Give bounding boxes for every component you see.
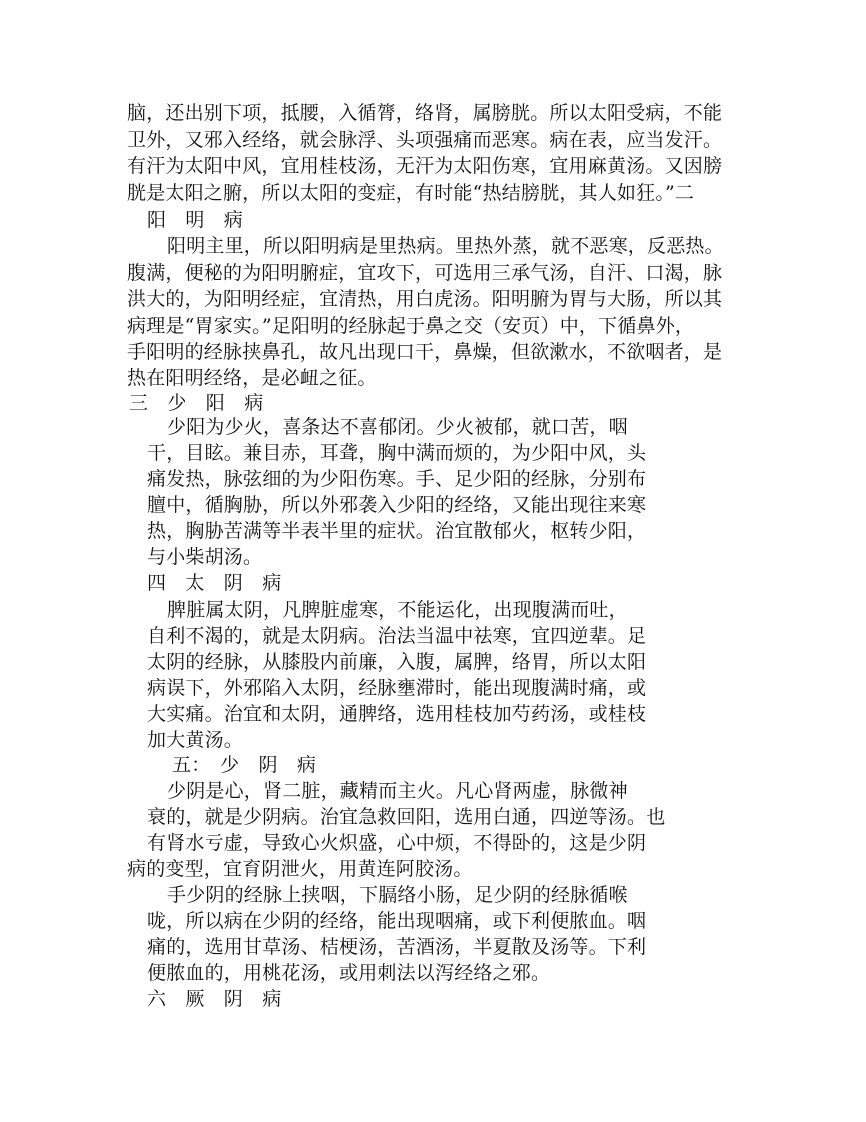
text-line: 脑，还出别下项，抵腰，入循膂，络肾，属膀胱。所以太阳受病，不能 <box>127 102 723 124</box>
text-line: 痛发热，脉弦细的为少阳伤寒。手、足少阳的经脉，分别布 <box>147 468 647 490</box>
text-line: 病的变型，宜育阴泄火，用黄连阿胶汤。 <box>127 858 473 880</box>
text-line: 洪大的，为阳明经症，宜清热，用白虎汤。阳明腑为胃与大肠，所以其 <box>127 288 723 310</box>
text-line: 痛的，选用甘草汤、桔梗汤，苦酒汤，半夏散及汤等。下利 <box>147 936 647 958</box>
text-line: 咙，所以病在少阴的经络，能出现咽痛，或下利便脓血。咽 <box>147 910 647 932</box>
text-line: 衰的，就是少阴病。治宜急救回阳，选用白通，四逆等汤。也 <box>147 806 666 828</box>
text-line: 卫外，又邪入经络，就会脉浮、头项强痛而恶寒。病在表，应当发汗。 <box>127 129 723 151</box>
text-line: 少阳为少火，喜条达不喜郁闭。少火被郁，就口苦，咽 <box>167 416 628 438</box>
text-line: 腹满，便秘的为阳明腑症，宜攻下，可选用三承气汤，自汗、口渴，脉 <box>127 262 723 284</box>
text-line: 膻中，循胸胁，所以外邪袭入少阳的经络，又能出现往来寒 <box>147 494 647 516</box>
section-heading-shaoyin: 五： 少 阴 病 <box>172 754 317 776</box>
text-line: 病理是“胃家实。”足阳明的经脉起于鼻之交（安页）中，下循鼻外， <box>127 315 695 337</box>
text-line: 手少阴的经脉上挟咽，下膈络小肠，足少阴的经脉循喉 <box>167 884 628 906</box>
text-line: 手阳明的经脉挟鼻孔，故凡出现口干，鼻燥，但欲漱水，不欲咽者，是 <box>127 341 723 363</box>
text-line: 胱是太阳之腑，所以太阳的变症，有时能“热结膀胱，其人如狂。”二 <box>127 182 695 204</box>
section-heading-jueyin: 六 厥 阴 病 <box>147 988 282 1010</box>
text-line: 与小柴胡汤。 <box>147 546 263 568</box>
text-line: 热，胸胁苦满等半表半里的症状。治宜散郁火，枢转少阳， <box>147 520 647 542</box>
text-line: 病误下，外邪陷入太阴，经脉壅滞时，能出现腹满时痛，或 <box>147 677 647 699</box>
text-line: 加大黄汤。 <box>147 729 244 751</box>
text-line: 阳明主里，所以阳明病是里热病。里热外蒸，就不恶寒，反恶热。 <box>167 235 724 257</box>
text-line: 便脓血的，用桃花汤，或用刺法以泻经络之邪。 <box>147 962 551 984</box>
text-line: 少阴是心，肾二脏，藏精而主火。凡心肾两虚，脉微神 <box>167 780 628 802</box>
text-line: 有肾水亏虚，导致心火炽盛，心中烦，不得卧的，这是少阴 <box>147 832 647 854</box>
text-line: 大实痛。治宜和太阴，通脾络，选用桂枝加芍药汤，或桂枝 <box>147 703 647 725</box>
text-line: 热在阳明经络，是必衄之征。 <box>127 367 377 389</box>
text-line: 脾脏属太阴，凡脾脏虚寒，不能运化，出现腹满而吐， <box>167 599 628 621</box>
section-heading-taiyin: 四 太 阴 病 <box>147 572 282 594</box>
text-line: 自利不渴的，就是太阴病。治法当温中祛寒，宜四逆辈。足 <box>147 625 647 647</box>
text-line: 干，目眩。兼目赤，耳聋，胸中满而烦的，为少阳中风，头 <box>147 442 647 464</box>
section-heading-shaoyang: 三 少 阳 病 <box>129 392 264 414</box>
section-heading-yangming: 阳 明 病 <box>147 209 244 231</box>
text-line: 有汗为太阳中风，宜用桂枝汤，无汗为太阳伤寒，宜用麻黄汤。又因膀 <box>127 155 723 177</box>
text-line: 太阴的经脉，从膝股内前廉，入腹，属脾，络胃，所以太阳 <box>147 651 647 673</box>
